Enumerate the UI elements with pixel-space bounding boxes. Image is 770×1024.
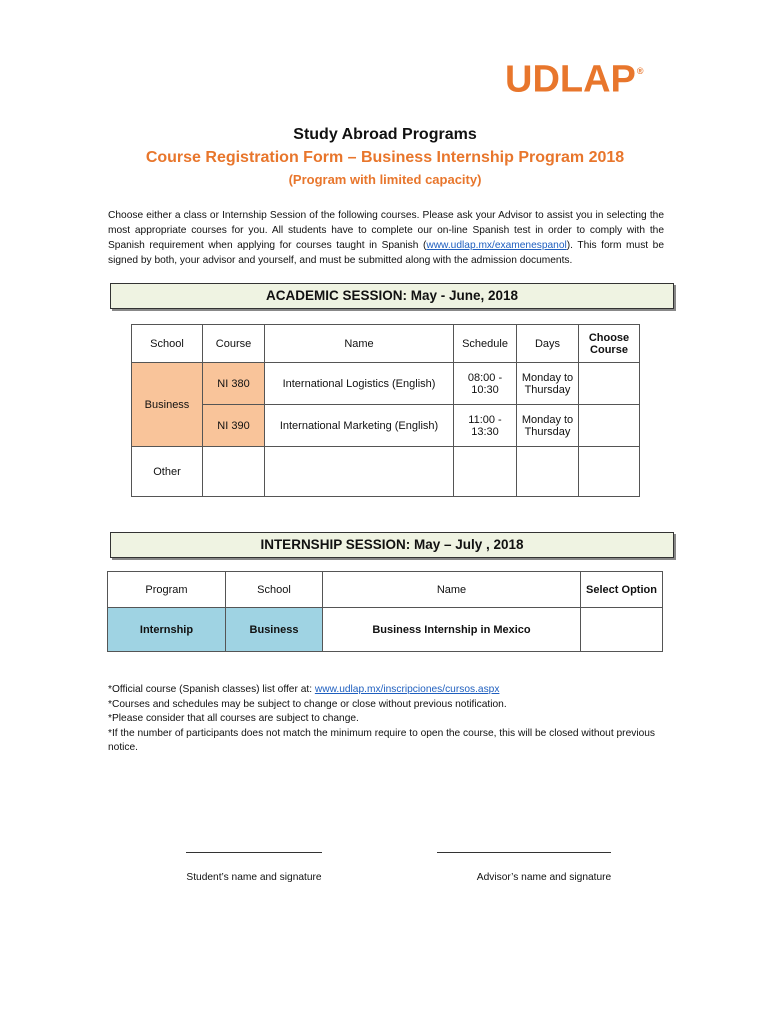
choose-course-cell[interactable] (579, 405, 640, 447)
other-name-cell[interactable] (265, 447, 454, 497)
course-code: NI 390 (203, 405, 265, 447)
course-name: International Logistics (English) (265, 363, 454, 405)
school-cell: Business (226, 608, 323, 652)
intro-text-after: ). This form must be signed by both, your advisor and yourself, and must be submitted along with the admission documents. (108, 240, 664, 266)
choose-course-cell[interactable] (579, 363, 640, 405)
school-business-cell: Business (132, 363, 203, 447)
advisor-signature-label: Advisor’s name and signature (476, 872, 612, 883)
course-code: NI 380 (203, 363, 265, 405)
other-course-cell[interactable] (203, 447, 265, 497)
program-cell: Internship (108, 608, 226, 652)
other-days-cell[interactable] (517, 447, 579, 497)
table-row (132, 405, 640, 447)
header-select-option: Select Option (581, 572, 663, 608)
other-schedule-cell[interactable] (454, 447, 517, 497)
spanish-test-link[interactable]: www.udlap.mx/examenespanol (426, 240, 567, 251)
academic-session-header: ACADEMIC SESSION: May - June, 2018 (110, 283, 674, 309)
note-minimum-participants: *If the number of participants does not match the minimum require to open the course, this will be closed without previous notice. (108, 727, 656, 753)
header-name: Name (323, 572, 581, 608)
table-row-other (132, 447, 640, 497)
student-signature-label: Student’s name and signature (186, 872, 322, 883)
header-school: School (226, 572, 323, 608)
table-row (132, 363, 640, 405)
header-name: Name (265, 325, 454, 363)
notes-section (108, 683, 668, 756)
header-days: Days (517, 325, 579, 363)
school-other-cell: Other (132, 447, 203, 497)
table-header-row (132, 325, 640, 363)
internship-table (107, 571, 663, 652)
course-schedule: 11:00 - 13:30 (454, 405, 517, 447)
course-schedule: 08:00 - 10:30 (454, 363, 517, 405)
advisor-signature-line[interactable] (437, 852, 611, 853)
course-days: Monday to Thursday (517, 363, 579, 405)
select-option-cell[interactable] (581, 608, 663, 652)
internship-session-header: INTERNSHIP SESSION: May – July , 2018 (110, 532, 674, 558)
note-schedules: *Courses and schedules may be subject to change or close without previous notification. (108, 698, 507, 710)
note-subject-to-change: *Please consider that all courses are subject to change. (108, 713, 359, 724)
note-course-list: *Official course (Spanish classes) list offer at: www.udlap.mx/inscripciones/cursos.aspx (108, 684, 500, 695)
header-program: Program (108, 572, 226, 608)
intro-paragraph (108, 208, 664, 268)
student-signature-line[interactable] (186, 852, 322, 853)
header-course: Course (203, 325, 265, 363)
course-list-link[interactable]: www.udlap.mx/inscripciones/cursos.aspx (314, 684, 500, 695)
program-name-cell: Business Internship in Mexico (323, 608, 581, 652)
udlap-logo: UDLAP® (505, 58, 644, 101)
course-days: Monday to Thursday (517, 405, 579, 447)
document-subtitle: Course Registration Form – Business Internship Program 2018 (145, 149, 625, 166)
table-row (108, 608, 663, 652)
course-name: International Marketing (English) (265, 405, 454, 447)
choose-course-cell[interactable] (579, 447, 640, 497)
academic-courses-table (131, 324, 640, 497)
document-title: Study Abroad Programs (293, 126, 477, 143)
registered-mark: ® (636, 66, 644, 76)
intro-text-before: Choose either a class or Internship Session of the following courses. Please ask your Advisor to assist you in selecting the most appropriate courses for you. All students have to complete our on-line Spanish test in order to comply with the Spanish requirement when applying for courses taught in Spanish ( (108, 210, 664, 251)
header-school: School (132, 325, 203, 363)
table-header-row (108, 572, 663, 608)
header-choose-course: Choose Course (579, 325, 640, 363)
capacity-note: (Program with limited capacity) (288, 172, 482, 187)
header-schedule: Schedule (454, 325, 517, 363)
